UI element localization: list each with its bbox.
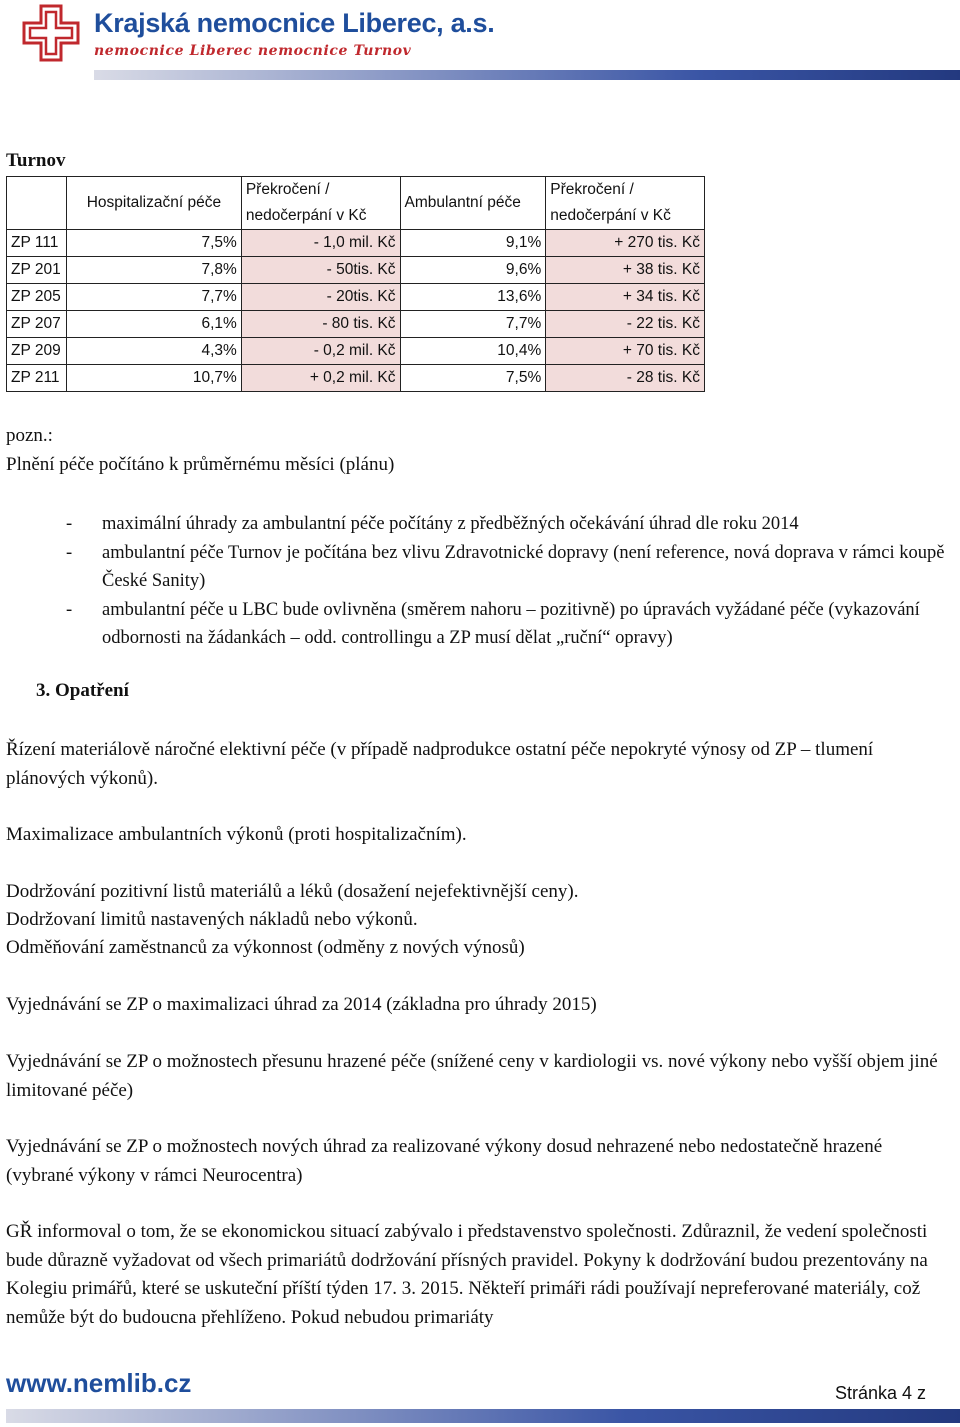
table-cell: 9,6% xyxy=(400,257,546,284)
table-cell: 7,7% xyxy=(66,284,241,311)
list-item xyxy=(66,510,956,539)
bullet-dash: - xyxy=(66,514,73,534)
brand-subtitle: nemocnice Liberec nemocnice Turnov xyxy=(94,43,412,59)
table-row xyxy=(7,311,705,338)
brand-name: Krajská nemocnice Liberec, a.s. xyxy=(94,8,495,38)
table-cell: 10,7% xyxy=(66,365,241,392)
performance-table xyxy=(6,176,705,392)
table-cell: ZP 209 xyxy=(7,338,67,365)
table-cell: - 28 tis. Kč xyxy=(546,365,705,392)
table-cell: ZP 207 xyxy=(7,311,67,338)
table-cell: 7,7% xyxy=(400,311,546,338)
bullet-dash: - xyxy=(66,599,73,620)
table-header-cell: Překročení / nedočerpání v Kč xyxy=(241,177,400,230)
table-cell: 10,4% xyxy=(400,338,546,365)
table-cell: + 34 tis. Kč xyxy=(546,284,705,311)
paragraph: Odměňování zaměstnanců za výkonnost (odměny z nových výnosů) xyxy=(6,937,525,958)
paragraph: Dodržování pozitivní listů materiálů a léků (dosažení nejefektivnější ceny). xyxy=(6,881,579,902)
table-cell: - 50tis. Kč xyxy=(241,257,400,284)
table-header-cell xyxy=(7,177,67,230)
table-cell: - 0,2 mil. Kč xyxy=(241,338,400,365)
table-cell: - 20tis. Kč xyxy=(241,284,400,311)
paragraph: Vyjednávání se ZP o možnostech nových úhrad za realizované výkony dosud nehrazené nebo nedostatečně hrazené (vybrané výkony v rámci Neurocentra) xyxy=(6,1136,883,1186)
hospital-cross-logo-icon xyxy=(22,4,80,62)
table-header-cell: Ambulantní péče xyxy=(400,177,546,230)
table-row xyxy=(7,284,705,311)
section-heading: 3. Opatření xyxy=(36,680,129,701)
paragraph: Řízení materiálově náročné elektivní péče (v případě nadprodukce ostatní péče nepokryté výnosy od ZP – tlumení plánových výkonů). xyxy=(6,739,874,789)
paragraph: Maximalizace ambulantních výkonů (proti hospitalizačním). xyxy=(6,824,467,845)
table-cell: + 70 tis. Kč xyxy=(546,338,705,365)
footer-bar xyxy=(6,1409,960,1423)
table-cell: - 1,0 mil. Kč xyxy=(241,230,400,257)
table-cell: - 22 tis. Kč xyxy=(546,311,705,338)
table-cell: ZP 111 xyxy=(7,230,67,257)
table-cell: ZP 201 xyxy=(7,257,67,284)
paragraph: Vyjednávání se ZP o maximalizaci úhrad za 2014 (základna pro úhrady 2015) xyxy=(6,994,597,1015)
table-header-cell: Překročení / nedočerpání v Kč xyxy=(546,177,705,230)
table-cell: 13,6% xyxy=(400,284,546,311)
list-item-text: maximální úhrady za ambulantní péče počítány z předběžných očekávání úhrad dle roku 2014 xyxy=(102,514,799,534)
note-label: pozn.: xyxy=(6,425,53,446)
page-header xyxy=(0,0,960,80)
table-row xyxy=(7,338,705,365)
list-item xyxy=(66,596,956,653)
note-bullet-list xyxy=(66,510,956,653)
list-item-text: ambulantní péče Turnov je počítána bez vlivu Zdravotnické dopravy (není reference, nová doprava v rámci koupě České Sanity) xyxy=(102,542,945,591)
bullet-dash: - xyxy=(66,542,73,563)
section-title: Turnov xyxy=(6,150,66,171)
paragraph: GŘ informoval o tom, že se ekonomickou situací zabývalo i představenstvo společnosti. Zdůraznil, že vedení společnosti bude důrazně vyžadovat od všech primariátů dodržování přísných pravidel. Pokyny k dodržování budou prezentovány na Kolegiu primářů, které se uskuteční příští týden 17. 3. 2015. Někteří primáři rádi používají nepreferované materiály, což nemůže být do budoucna přehlíženo. Pokud nebudou primariáty xyxy=(6,1221,928,1328)
table-cell: ZP 211 xyxy=(7,365,67,392)
table-cell: - 80 tis. Kč xyxy=(241,311,400,338)
table-cell: + 38 tis. Kč xyxy=(546,257,705,284)
list-item-text: ambulantní péče u LBC bude ovlivněna (směrem nahoru – pozitivně) po úpravách vyžádané péče (vykazování odbornosti na žádankách – odd. controllingu a ZP musí dělat „ruční“ opravy) xyxy=(102,599,920,648)
table-cell: 9,1% xyxy=(400,230,546,257)
table-cell: 7,8% xyxy=(66,257,241,284)
table-cell: ZP 205 xyxy=(7,284,67,311)
table-cell: + 270 tis. Kč xyxy=(546,230,705,257)
paragraph: Vyjednávání se ZP o možnostech přesunu hrazené péče (snížené ceny v kardiologii vs. nové výkony nebo vyšší objem jiné limitované péče) xyxy=(6,1051,938,1101)
table-cell: 7,5% xyxy=(400,365,546,392)
table-cell: 7,5% xyxy=(66,230,241,257)
table-cell: 4,3% xyxy=(66,338,241,365)
table-row xyxy=(7,257,705,284)
table-cell: + 0,2 mil. Kč xyxy=(241,365,400,392)
table-row xyxy=(7,230,705,257)
footer-website-link[interactable]: www.nemlib.cz xyxy=(6,1368,192,1398)
note-text: Plnění péče počítáno k průměrnému měsíci (plánu) xyxy=(6,454,395,475)
table-cell: 6,1% xyxy=(66,311,241,338)
header-bar xyxy=(94,70,960,80)
table-header-cell: Hospitalizační péče xyxy=(66,177,241,230)
list-item xyxy=(66,539,956,596)
footer-page-number: Stránka 4 z xyxy=(834,1383,926,1403)
table-row xyxy=(7,365,705,392)
paragraph: Dodržovaní limitů nastavených nákladů nebo výkonů. xyxy=(6,909,418,930)
